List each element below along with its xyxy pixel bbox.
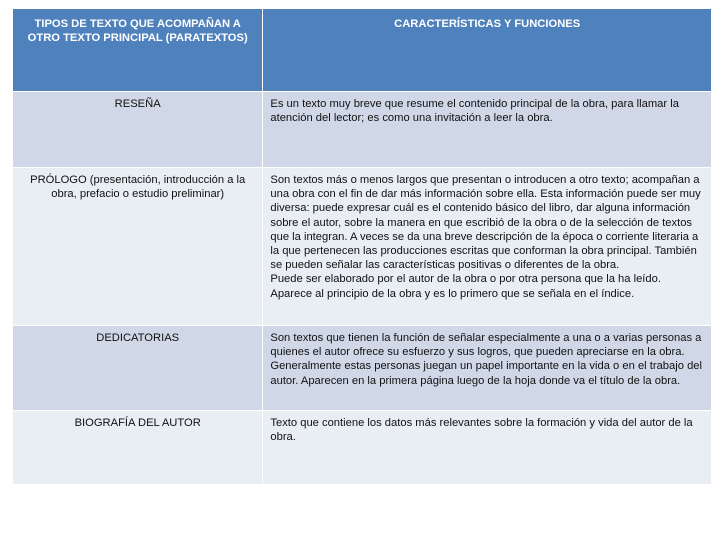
header-characteristics: CARACTERÍSTICAS Y FUNCIONES: [263, 9, 712, 92]
row-description-biografia: Texto que contiene los datos más relevantes sobre la formación y vida del autor de la obra.: [263, 411, 712, 485]
paratextos-table: [12, 8, 712, 485]
row-description-resena: Es un texto muy breve que resume el contenido principal de la obra, para llamar la atención del lector; es como una invitación a leer la obra.: [263, 92, 712, 168]
row-description-dedicatorias: Son textos que tienen la función de señalar especialmente a una o a varias personas a quienes el autor ofrece su esfuerzo y sus logros, que pueden apreciarse en la obra. Generalmente estas personas juegan un papel importante en la vida o en el trabajo del autor. Aparecen en la primera página luego de la hoja donde va el título de la obra.: [263, 326, 712, 411]
row-type-biografia: BIOGRAFÍA DEL AUTOR: [13, 411, 263, 485]
table-row: [13, 92, 712, 168]
table-row: [13, 326, 712, 411]
row-type-resena: RESEÑA: [13, 92, 263, 168]
row-type-dedicatorias: DEDICATORIAS: [13, 326, 263, 411]
table-row: [13, 168, 712, 326]
row-description-prologo: Son textos más o menos largos que presentan o introducen a otro texto; acompañan a una obra con el fin de dar más información sobre ella. Esta información puede ser muy diversa: puede expresar cuál es el contenido básico del libro, dar alguna información sobre el autor, sobre la manera en que escribió de la obra o de la selección de textos que la integran. A veces se da una breve descripción de la época o corriente literaria a la que pertenecen las producciones escritas que conforman la obra principal. También se pueden señalar las características positivas o diferentes de la obra. Puede ser elaborado por el autor de la obra o por otra persona que la ha leído. Aparece al principio de la obra y es lo primero que se señala en el índice.: [263, 168, 712, 326]
row-type-prologo: PRÓLOGO (presentación, introducción a la obra, prefacio o estudio preliminar): [13, 168, 263, 326]
header-row: [13, 9, 712, 92]
table-row: [13, 411, 712, 485]
header-type: TIPOS DE TEXTO QUE ACOMPAÑAN A OTRO TEXTO PRINCIPAL (PARATEXTOS): [13, 9, 263, 92]
